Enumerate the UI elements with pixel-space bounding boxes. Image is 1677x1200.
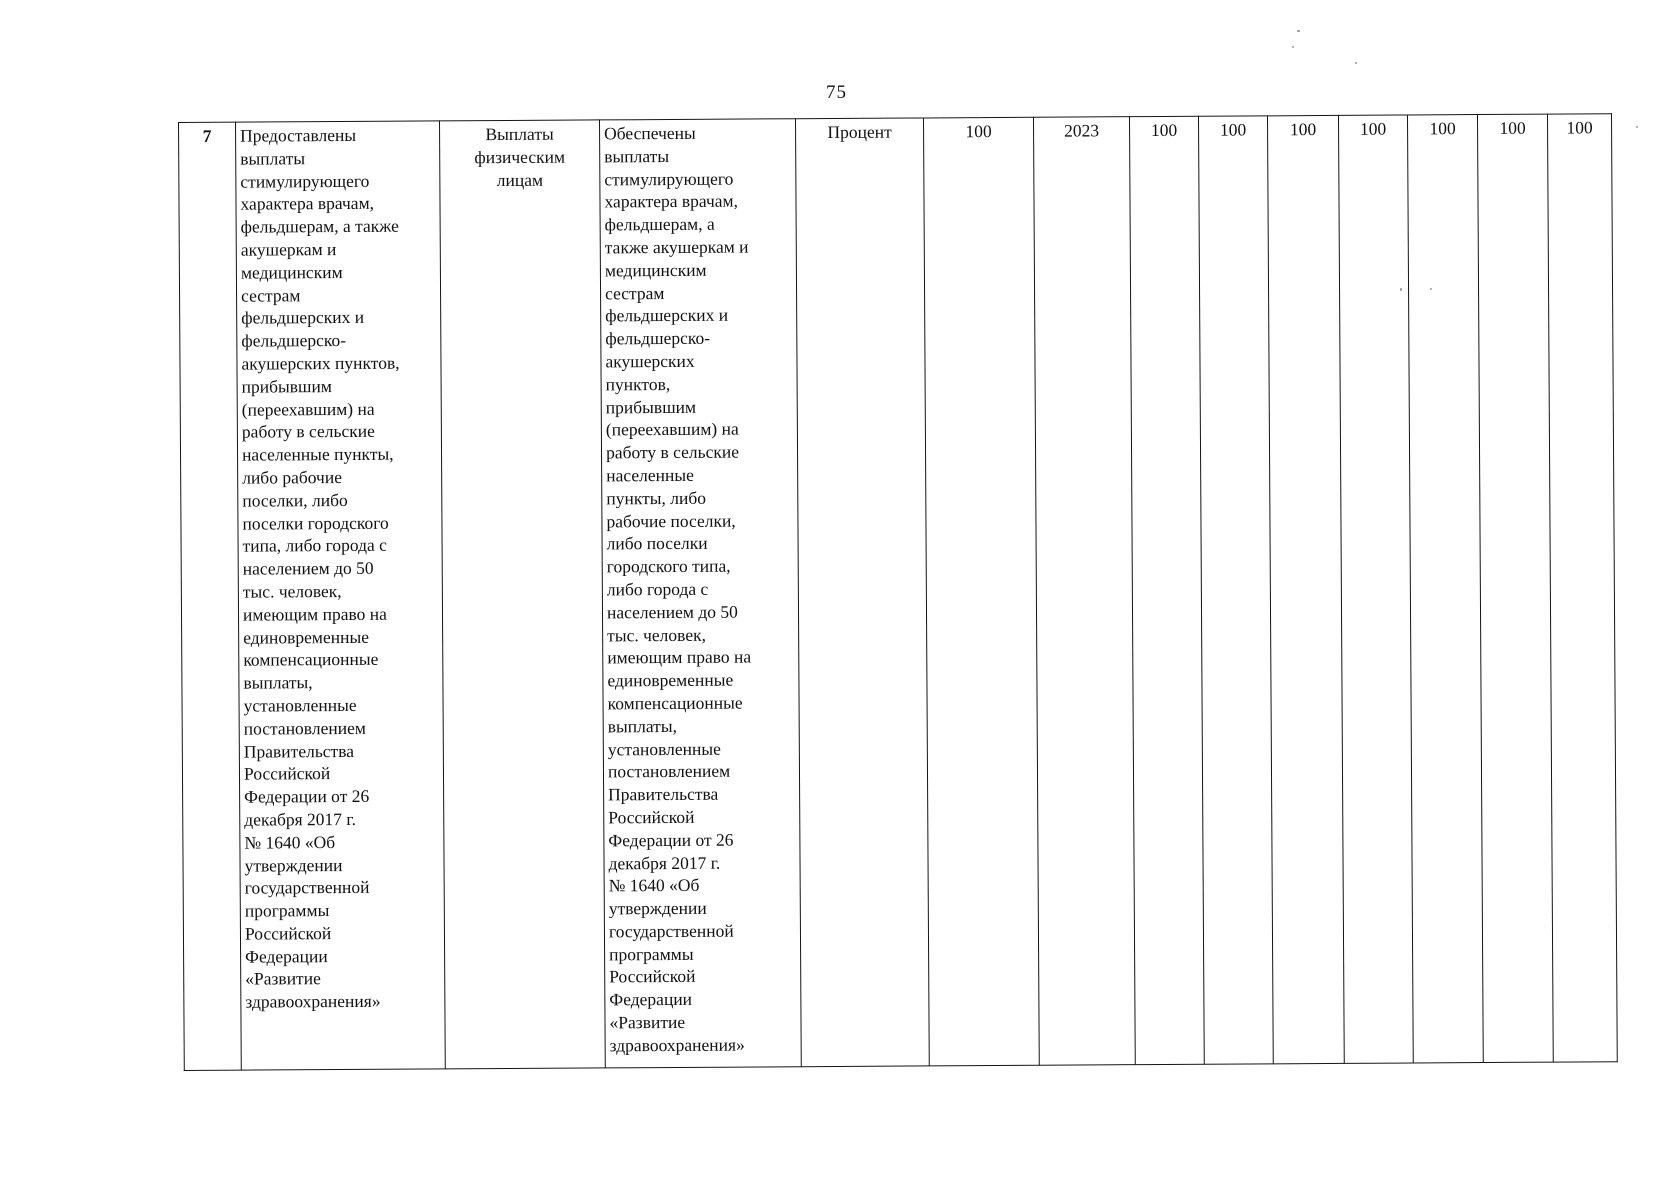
base-year: 2023 [1033,117,1135,1066]
scan-speck [1430,288,1432,290]
indicators-table [178,113,1618,1071]
scan-speck [1636,126,1638,128]
base-value: 100 [923,117,1039,1066]
unit-of-measure: Процент [795,118,929,1067]
year-value-3: 100 [1267,115,1344,1063]
scan-speck [1297,30,1300,32]
scan-speck [1292,46,1294,48]
result-description: Обеспечены выплаты стимулирующего характера врачам, фельдшерам, а также акушеркам и медицинским сестрам фельдшерских и фельдшерско- акушерских пунктов, прибывшим (переехавшим) на работу в сельские населенные пункты, либо рабочие поселки, либо поселки городского типа, либо города с населением до 50 тыс. человек, имеющим право на единовременные компенсационные выплаты, установленные постановлением Правительства Российской Федерации от 26 декабря 2017 г. № 1640 «Об утверждении государственной программы Российской Федерации «Развитие здравоохранения» [599,119,801,1068]
scan-speck [1400,288,1402,291]
year-value-1: 100 [1129,116,1204,1064]
year-value-6: 100 [1477,114,1553,1062]
year-value-4: 100 [1338,115,1413,1063]
table-row [179,114,1618,1071]
year-value-5: 100 [1407,115,1483,1063]
scan-speck [1355,62,1357,64]
row-number: 7 [179,122,242,1070]
year-value-2: 100 [1198,116,1273,1064]
task-description: Предоставлены выплаты стимулирующего характера врачам, фельдшерам, а также акушеркам и медицинским сестрам фельдшерских и фельдшерско- акушерских пунктов, прибывшим (переехавшим) на работу в сельские населенные пункты, либо рабочие поселки, либо поселки городского типа, либо города с населением до 50 тыс. человек, имеющим право на единовременные компенсационные выплаты, установленные постановлением Правительства Российской Федерации от 26 декабря 2017 г. № 1640 «Об утверждении государственной программы Российской Федерации «Развитие здравоохранения» [236,121,446,1070]
result-type: Выплаты физическим лицам [439,120,605,1069]
page-number: 75 [826,82,847,103]
year-value-7: 100 [1547,114,1617,1062]
